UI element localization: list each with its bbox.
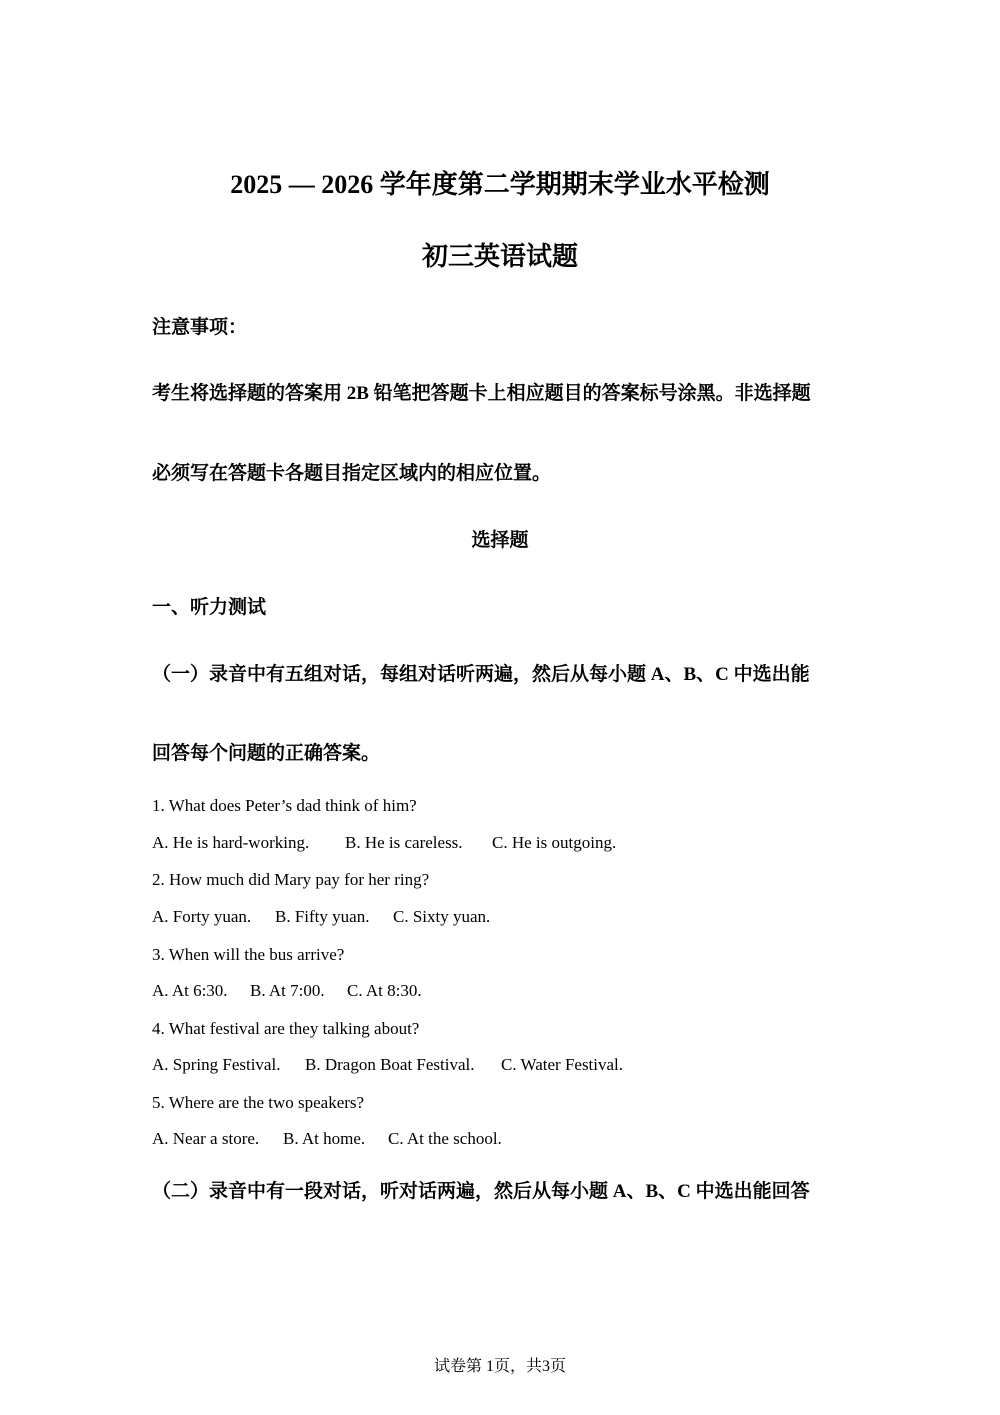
question-4-option-b: B. Dragon Boat Festival. — [305, 1055, 475, 1074]
part1-instruction-line-1: （一）录音中有五组对话，每组对话听两遍，然后从每小题 A、B、C 中选出能 — [152, 664, 810, 685]
exam-title: 2025 — 2026 学年度第二学期期末学业水平检测 — [230, 170, 770, 199]
question-3-option-b: B. At 7:00. — [250, 981, 325, 1000]
question-5-option-b: B. At home. — [283, 1129, 366, 1148]
exam-subtitle: 初三英语试题 — [421, 242, 578, 271]
question-3: 3. When will the bus arrive? — [152, 945, 345, 964]
part1-sub2-instruction-line-1: （二）录音中有一段对话，听对话两遍，然后从每小题 A、B、C 中选出能回答 — [152, 1181, 810, 1202]
question-2: 2. How much did Mary pay for her ring? — [152, 870, 430, 889]
question-2-option-c: C. Sixty yuan. — [393, 907, 491, 926]
question-1-option-c: C. He is outgoing. — [492, 833, 617, 852]
notice-line-2: 必须写在答题卡各题目指定区域内的相应位置。 — [152, 463, 552, 484]
question-1: 1. What does Peter’s dad think of him? — [152, 796, 417, 815]
question-5-options — [152, 1128, 502, 1150]
question-3-option-a: A. At 6:30. — [152, 981, 228, 1000]
question-5-option-c: C. At the school. — [388, 1129, 502, 1148]
part1-instruction-line-2: 回答每个问题的正确答案。 — [152, 743, 381, 764]
notice-line-1: 考生将选择题的答案用 2B 铅笔把答题卡上相应题目的答案标号涂黑。非选择题 — [152, 383, 811, 404]
page-footer: 试卷第 1页，共3页 — [433, 1358, 566, 1375]
question-5: 5. Where are the two speakers? — [152, 1093, 365, 1112]
question-2-options — [152, 906, 490, 928]
question-2-option-b: B. Fifty yuan. — [275, 907, 370, 926]
question-1-options — [152, 832, 616, 854]
part1-heading: 一、听力测试 — [152, 597, 267, 618]
question-2-option-a: A. Forty yuan. — [152, 907, 252, 926]
notice-heading: 注意事项： — [152, 317, 248, 338]
question-4: 4. What festival are they talking about? — [152, 1019, 420, 1038]
question-1-option-b: B. He is careless. — [345, 833, 463, 852]
question-3-options — [152, 980, 422, 1002]
question-3-option-c: C. At 8:30. — [347, 981, 422, 1000]
section-label: 选择题 — [471, 530, 529, 551]
question-1-option-a: A. He is hard-working. — [152, 833, 310, 852]
question-4-option-a: A. Spring Festival. — [152, 1055, 281, 1074]
question-5-option-a: A. Near a store. — [152, 1129, 260, 1148]
question-4-option-c: C. Water Festival. — [501, 1055, 624, 1074]
question-4-options — [152, 1054, 623, 1076]
